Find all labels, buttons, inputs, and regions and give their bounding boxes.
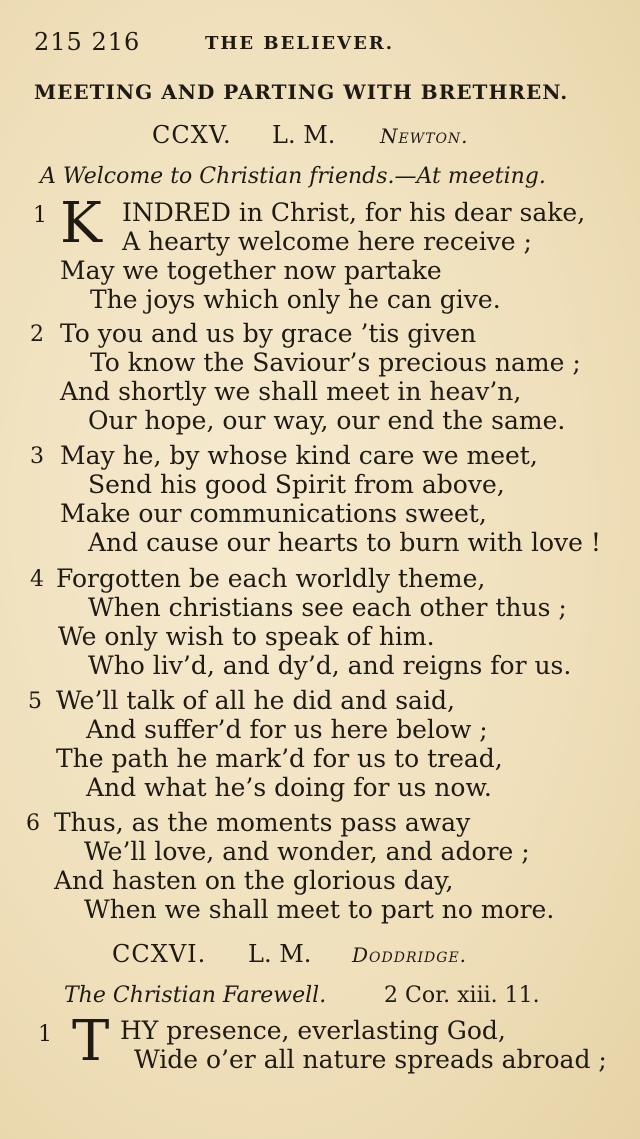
verse-line: Forgotten be each worldly theme, <box>56 564 486 593</box>
hymn-number: CCXV. <box>152 121 232 149</box>
verse-line: The path he mark’d for us to tread, <box>56 744 503 773</box>
verse-line: Our hope, our way, our end the same. <box>88 406 566 435</box>
verse-line: Who liv’d, and dy’d, and reigns for us. <box>88 651 572 680</box>
verse-line: When we shall meet to part no more. <box>84 895 555 924</box>
hymn-author: Doddridge. <box>352 943 468 967</box>
verse-line: INDRED in Christ, for his dear sake, <box>122 198 586 227</box>
hymn-subtitle: A Welcome to Christian friends.—At meeting. <box>40 164 546 189</box>
verse-line: To know the Saviour’s precious name ; <box>90 348 581 377</box>
verse-line: HY presence, everlasting God, <box>120 1016 506 1045</box>
drop-cap: K <box>60 191 102 256</box>
verse-line: May we together now partake <box>60 256 442 285</box>
page-numbers: 215 216 <box>34 28 141 56</box>
verse-number: 3 <box>30 444 44 469</box>
verse-line: And what he’s doing for us now. <box>86 773 492 802</box>
hymn-author: Newton. <box>380 124 469 148</box>
verse-line: Send his good Spirit from above, <box>88 470 505 499</box>
verse-line: And cause our hearts to burn with love ! <box>88 528 601 557</box>
verse-line: When christians see each other thus ; <box>88 593 567 622</box>
verse-number: 5 <box>28 689 42 714</box>
verse-line: To you and us by grace ’tis given <box>60 319 477 348</box>
hymn-meter: L. M. <box>248 940 312 968</box>
scripture-reference: 2 Cor. xiii. 11. <box>384 983 540 1008</box>
verse-line: And suffer’d for us here below ; <box>86 715 488 744</box>
verse-line: We only wish to speak of him. <box>58 622 435 651</box>
hymn-subtitle: The Christian Farewell. <box>64 983 327 1008</box>
verse-line: We’ll love, and wonder, and adore ; <box>84 837 530 866</box>
hymn-meter: L. M. <box>272 121 336 149</box>
verse-line: And hasten on the glorious day, <box>54 866 454 895</box>
drop-cap: T <box>72 1009 110 1074</box>
verse-number: 1 <box>38 1022 52 1047</box>
verse-line: The joys which only he can give. <box>90 285 501 314</box>
verse-line: And shortly we shall meet in heav’n, <box>60 377 522 406</box>
verse-line: Make our communications sweet, <box>60 499 487 528</box>
verse-number: 1 <box>33 203 47 228</box>
section-heading: MEETING AND PARTING WITH BRETHREN. <box>34 80 569 104</box>
verse-line: Wide o’er all nature spreads abroad ; <box>134 1045 607 1074</box>
verse-line: Thus, as the moments pass away <box>54 808 471 837</box>
verse-number: 6 <box>26 811 40 836</box>
verse-number: 4 <box>30 567 44 592</box>
verse-line: A hearty welcome here receive ; <box>122 227 532 256</box>
verse-line: May he, by whose kind care we meet, <box>60 441 538 470</box>
running-title: THE BELIEVER. <box>205 33 395 54</box>
hymn-number: CCXVI. <box>112 940 207 968</box>
verse-number: 2 <box>30 322 44 347</box>
verse-line: We’ll talk of all he did and said, <box>56 686 455 715</box>
